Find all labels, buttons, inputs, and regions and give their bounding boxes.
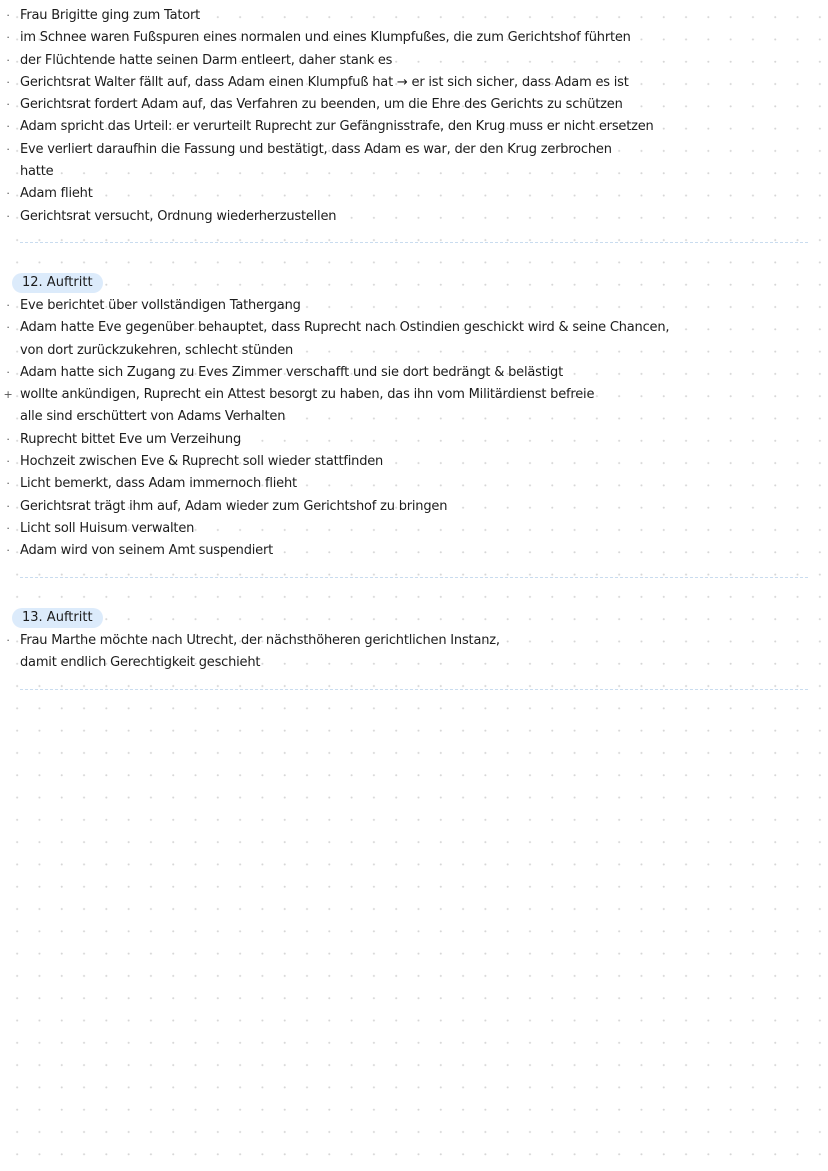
note-text: Adam spricht das Urteil: er verurteilt Ruprecht zur Gefängnisstrafe, den Krug muss er nicht ersetzen [20, 119, 654, 135]
note-text: Gerichtsrat versucht, Ordnung wiederherzustellen [20, 208, 337, 224]
bullet-icon: · [6, 75, 10, 89]
notes-section-scene-12 [0, 271, 828, 578]
note-line [0, 94, 828, 116]
note-line [0, 340, 828, 362]
plus-bullet-icon: + [3, 388, 13, 402]
note-text: hatte [20, 164, 54, 180]
bullet-icon: · [6, 634, 10, 647]
note-line [0, 630, 828, 652]
note-text: Adam hatte Eve gegenüber behauptet, dass Ruprecht nach Ostindien geschickt wird & seine Chancen, [20, 320, 670, 336]
bullet-icon: · [6, 53, 10, 67]
note-text: Adam wird von seinem Amt suspendiert [20, 543, 274, 559]
bullet-icon: · [6, 544, 10, 558]
note-line [0, 139, 828, 161]
note-line [0, 540, 828, 562]
bullet-icon: · [6, 455, 10, 469]
bullet-icon: · [6, 187, 10, 201]
note-line [0, 384, 828, 406]
note-text: Gerichtsrat fordert Adam auf, das Verfahren zu beenden, um die Ehre des Gerichts zu schützen [20, 97, 623, 113]
note-text: Licht soll Huisum verwalten [20, 520, 195, 536]
note-line [0, 362, 828, 384]
note-line [0, 473, 828, 495]
note-line [0, 27, 828, 49]
note-line [0, 317, 828, 339]
bullet-icon: · [6, 499, 10, 513]
note-text: Eve berichtet über vollständigen Tathergang [20, 298, 301, 313]
note-text: Ruprecht bittet Eve um Verzeihung [20, 431, 242, 447]
note-text: Eve verliert daraufhin die Fassung und bestätigt, dass Adam es war, der den Krug zerbrochen [20, 141, 612, 157]
bullet-icon: · [6, 209, 10, 223]
note-line [0, 183, 828, 205]
note-line [0, 406, 828, 428]
note-text: Frau Brigitte ging zum Tatort [20, 8, 201, 23]
bullet-icon: · [6, 299, 10, 312]
bullet-icon: · [6, 521, 10, 535]
note-line [0, 496, 828, 518]
section-divider [20, 577, 808, 578]
note-line [0, 5, 828, 27]
note-line [0, 652, 828, 674]
note-line [0, 295, 828, 317]
note-line [0, 429, 828, 451]
note-text: Frau Marthe möchte nach Utrecht, der nächsthöheren gerichtlichen Instanz, [20, 633, 500, 648]
bullet-icon: · [6, 31, 10, 45]
bullet-icon: · [6, 432, 10, 446]
note-line [0, 451, 828, 473]
bullet-icon: · [6, 9, 10, 22]
note-text: von dort zurückzukehren, schlecht stünden [20, 342, 294, 358]
notes-section-intro [0, 5, 828, 243]
bullet-icon: · [6, 142, 10, 156]
bullet-icon: · [6, 365, 10, 379]
note-text: Licht bemerkt, dass Adam immernoch flieht [20, 476, 297, 492]
note-line [0, 50, 828, 72]
bullet-icon: · [6, 477, 10, 491]
bullet-icon: · [6, 321, 10, 335]
scene-heading: 13. Auftritt [12, 608, 103, 628]
scene-heading: 12. Auftritt [12, 273, 103, 293]
note-text: der Flüchtende hatte seinen Darm entleert, daher stank es [20, 52, 393, 68]
section-divider [20, 689, 808, 690]
bullet-icon: · [6, 98, 10, 112]
note-line [0, 518, 828, 540]
note-text: damit endlich Gerechtigkeit geschieht [20, 655, 261, 671]
note-text: Hochzeit zwischen Eve & Ruprecht soll wieder stattfinden [20, 454, 384, 470]
note-text: Gerichtsrat trägt ihm auf, Adam wieder zum Gerichtshof zu bringen [20, 498, 448, 514]
note-line [0, 161, 828, 183]
note-text: im Schnee waren Fußspuren eines normalen und eines Klumpfußes, die zum Gerichtshof führten [20, 30, 631, 46]
note-line [0, 116, 828, 138]
note-text: Adam hatte sich Zugang zu Eves Zimmer verschafft und sie dort bedrängt & belästigt [20, 364, 563, 380]
note-text: Gerichtsrat Walter fällt auf, dass Adam einen Klumpfuß hat → er ist sich sicher, dass Adam es ist [20, 74, 629, 90]
bullet-icon: · [6, 120, 10, 134]
note-line [0, 206, 828, 228]
note-text: wollte ankündigen, Ruprecht ein Attest besorgt zu haben, das ihn vom Militärdienst befreie [20, 387, 595, 403]
note-text: Adam flieht [20, 186, 93, 202]
note-line [0, 72, 828, 94]
section-divider [20, 242, 808, 243]
note-text: alle sind erschüttert von Adams Verhalten [20, 409, 286, 425]
notes-section-scene-13 [0, 606, 828, 690]
